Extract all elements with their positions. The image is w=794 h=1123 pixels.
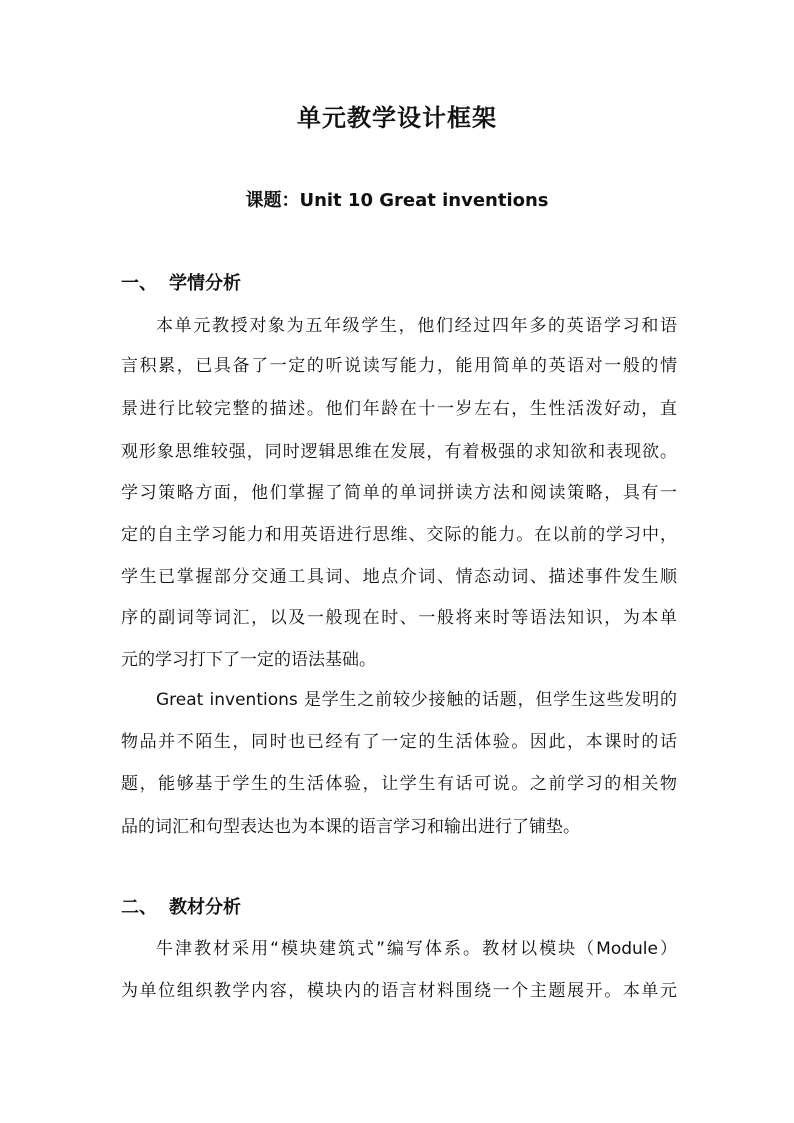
section-number: 一、 <box>121 273 157 294</box>
paragraph-line: 元的学习打下了一定的语法基础。 <box>121 650 376 670</box>
paragraph-line: 观形象思维较强，同时逻辑思维在发展，有着极强的求知欲和表现欲。 <box>121 442 677 462</box>
paragraph-line: 学生已掌握部分交通工具词、地点介词、情态动词、描述事件发生顺 <box>121 567 677 587</box>
paragraph-line: 言积累，已具备了一定的听说读写能力，能用简单的英语对一般的情 <box>121 356 677 376</box>
section-heading-textbook-analysis <box>121 893 241 923</box>
section-title: 教材分析 <box>169 897 241 918</box>
paragraph-line: 为单位组织教学内容，模块内的语言材料围绕一个主题展开。本单元 <box>121 981 677 1001</box>
paragraph-line: Great inventions 是学生之前较少接触的话题，但学生这些发明的 <box>156 690 677 710</box>
paragraph-line: 题，能够基于学生的生活体验，让学生有话可说。之前学习的相关物 <box>121 774 677 794</box>
paragraph-line: 景进行比较完整的描述。他们年龄在十一岁左右，生性活泼好动，直 <box>121 399 677 419</box>
paragraph-line: 定的自主学习能力和用英语进行思维、交际的能力。在以前的学习中， <box>121 525 677 545</box>
lesson-topic: 课题：Unit 10 Great inventions <box>245 190 549 211</box>
paragraph-line: 牛津教材采用“模块建筑式”编写体系。教材以模块（Module） <box>156 939 677 959</box>
paragraph-line: 序的副词等词汇，以及一般现在时、一般将来时等语法知识，为本单 <box>121 608 677 628</box>
section-heading-learner-analysis <box>121 269 241 299</box>
paragraph-line: 学习策略方面，他们掌握了简单的单词拼读方法和阅读策略，具有一 <box>121 483 677 503</box>
section-title: 学情分析 <box>169 273 241 294</box>
section-number: 二、 <box>121 897 157 918</box>
paragraph-line: 物品并不陌生，同时也已经有了一定的生活体验。因此，本课时的话 <box>121 732 677 752</box>
paragraph-line: 本单元教授对象为五年级学生，他们经过四年多的英语学习和语 <box>156 316 677 336</box>
document-title: 单元教学设计框架 <box>297 104 497 132</box>
paragraph-line: 品的词汇和句型表达也为本课的语言学习和输出进行了铺垫。 <box>121 817 580 837</box>
